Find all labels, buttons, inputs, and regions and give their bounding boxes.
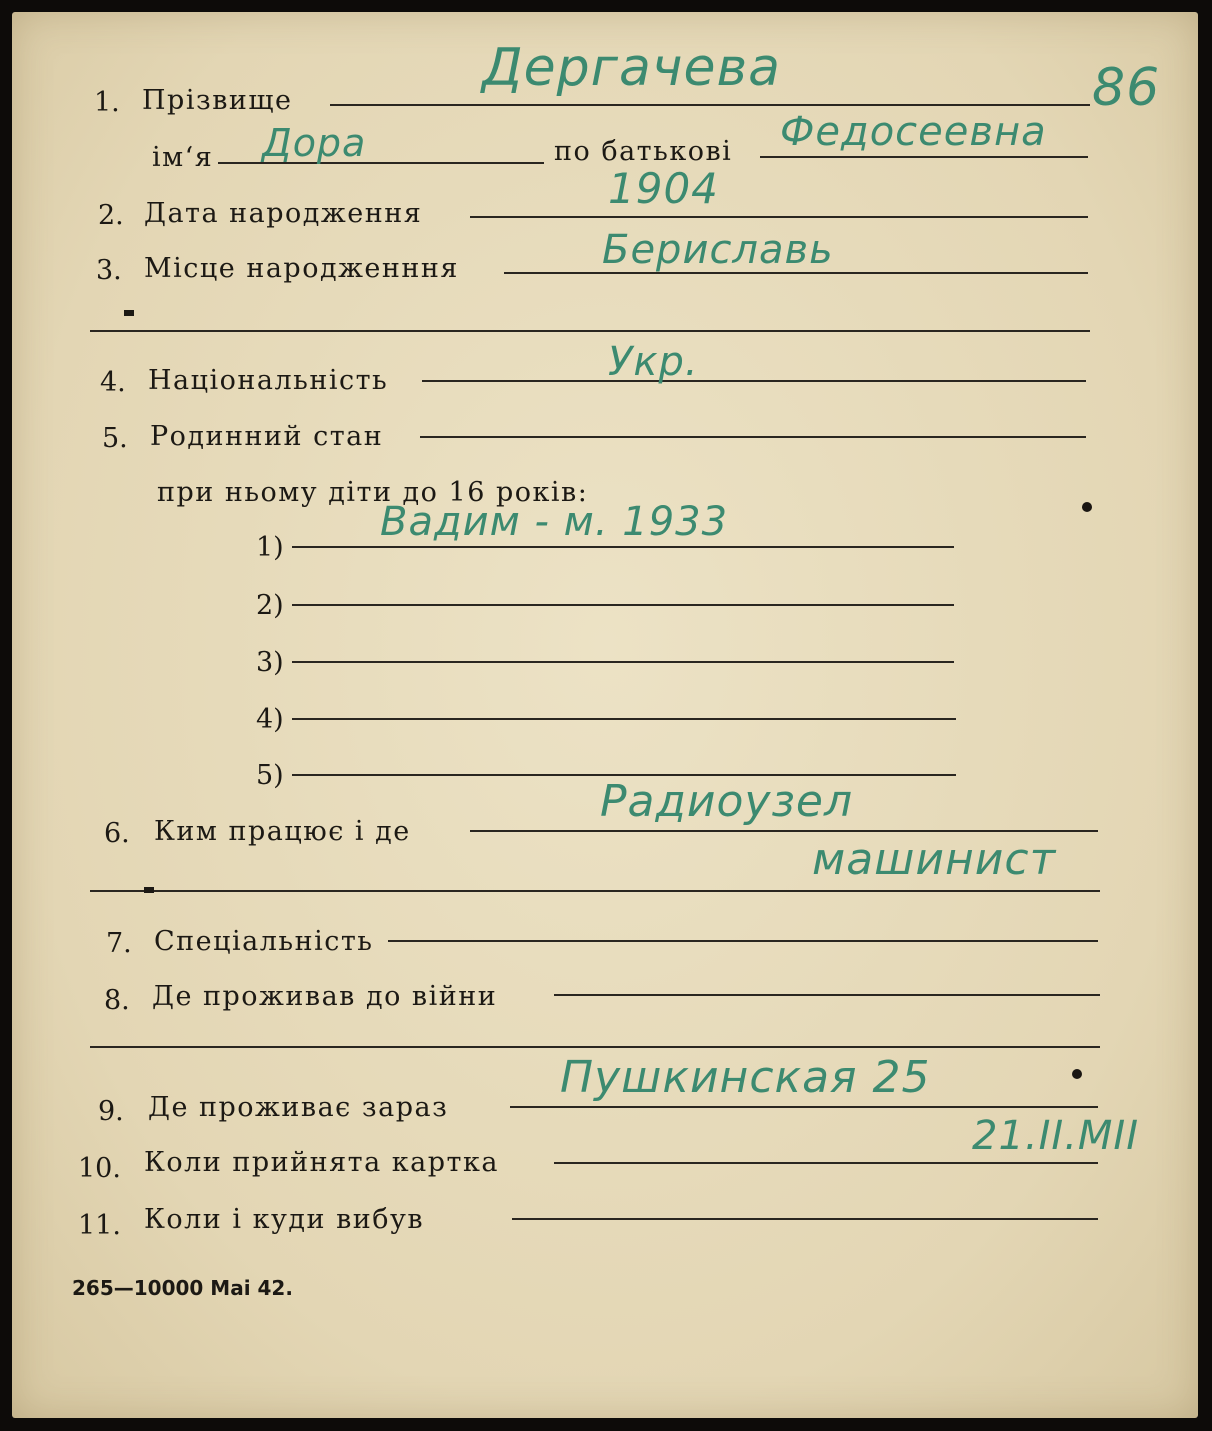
child-row-line — [292, 546, 954, 548]
registration-card — [12, 12, 1198, 1418]
child-row-line — [292, 661, 954, 663]
current-residence-line — [510, 1106, 1098, 1108]
punch-hole — [1082, 502, 1092, 512]
punch-hole — [1072, 1069, 1082, 1079]
surname-label: Прізвище — [142, 85, 293, 116]
patronymic-label: по батькові — [554, 136, 733, 167]
workplace-line — [470, 830, 1098, 832]
surname-line — [330, 104, 1090, 106]
child-row-label: 5) — [256, 760, 284, 791]
specialty-label: Спеціальність — [154, 926, 374, 957]
card-number-handwritten: 86 — [1092, 58, 1161, 118]
birth-year-handwritten: 1904 — [608, 164, 719, 213]
margin-mark — [144, 887, 154, 893]
field-number: 1. — [94, 87, 120, 118]
current-address-handwritten: Пушкинская 25 — [560, 1052, 931, 1103]
card-accepted-line — [554, 1162, 1098, 1164]
birth-date-label: Дата народження — [144, 198, 423, 229]
first-name-label: ім‘я — [152, 142, 214, 173]
birthplace-line-2 — [90, 330, 1090, 332]
field-number: 2. — [98, 200, 124, 231]
field-number: 10. — [78, 1153, 121, 1184]
card-accepted-label: Коли прийнята картка — [144, 1147, 499, 1178]
nationality-line — [422, 380, 1086, 382]
nationality-label: Національність — [148, 365, 389, 396]
children-header: при ньому діти до 16 років: — [157, 477, 589, 508]
card-date-handwritten: 21.II.MII — [972, 1113, 1140, 1159]
print-code: 265—10000 Маі 42. — [72, 1276, 293, 1300]
current-residence-label: Де проживає зараз — [148, 1092, 449, 1123]
child-row-line — [292, 604, 954, 606]
child-row-label: 2) — [256, 590, 284, 621]
child-row-label: 1) — [256, 532, 284, 563]
marital-status-line — [420, 436, 1086, 438]
patronymic-line — [760, 156, 1088, 158]
first-name-handwritten: Дора — [262, 121, 367, 165]
field-number: 9. — [98, 1096, 124, 1127]
workplace-label: Ким працює і де — [154, 816, 411, 847]
child-row-line — [292, 718, 956, 720]
workplace-line-2 — [90, 890, 1100, 892]
departure-line — [512, 1218, 1098, 1220]
child-row-label: 4) — [256, 704, 284, 735]
birthplace-handwritten: Бериславь — [602, 227, 834, 273]
birth-date-line — [470, 216, 1088, 218]
occupation-handwritten: машинист — [812, 834, 1057, 885]
child-row-label: 3) — [256, 647, 284, 678]
patronymic-handwritten: Федосеевна — [780, 109, 1047, 155]
birthplace-label: Місце народженння — [144, 253, 459, 284]
specialty-line — [388, 940, 1098, 942]
field-number: 7. — [106, 928, 132, 959]
prewar-residence-line — [554, 994, 1100, 996]
prewar-residence-label: Де проживав до війни — [152, 981, 498, 1012]
nationality-handwritten: Укр. — [608, 339, 699, 385]
field-number: 5. — [102, 423, 128, 454]
workplace-handwritten: Радиоузел — [600, 776, 854, 827]
margin-mark — [124, 310, 134, 316]
field-number: 11. — [78, 1210, 121, 1241]
surname-handwritten: Дергачева — [482, 38, 782, 98]
field-number: 4. — [100, 367, 126, 398]
departure-label: Коли і куди вибув — [144, 1204, 425, 1235]
child-1-handwritten: Вадим - м. 1933 — [380, 499, 729, 545]
field-number: 8. — [104, 985, 130, 1016]
marital-status-label: Родинний стан — [150, 421, 384, 452]
field-number: 3. — [96, 255, 122, 286]
prewar-residence-line-2 — [90, 1046, 1100, 1048]
field-number: 6. — [104, 818, 130, 849]
